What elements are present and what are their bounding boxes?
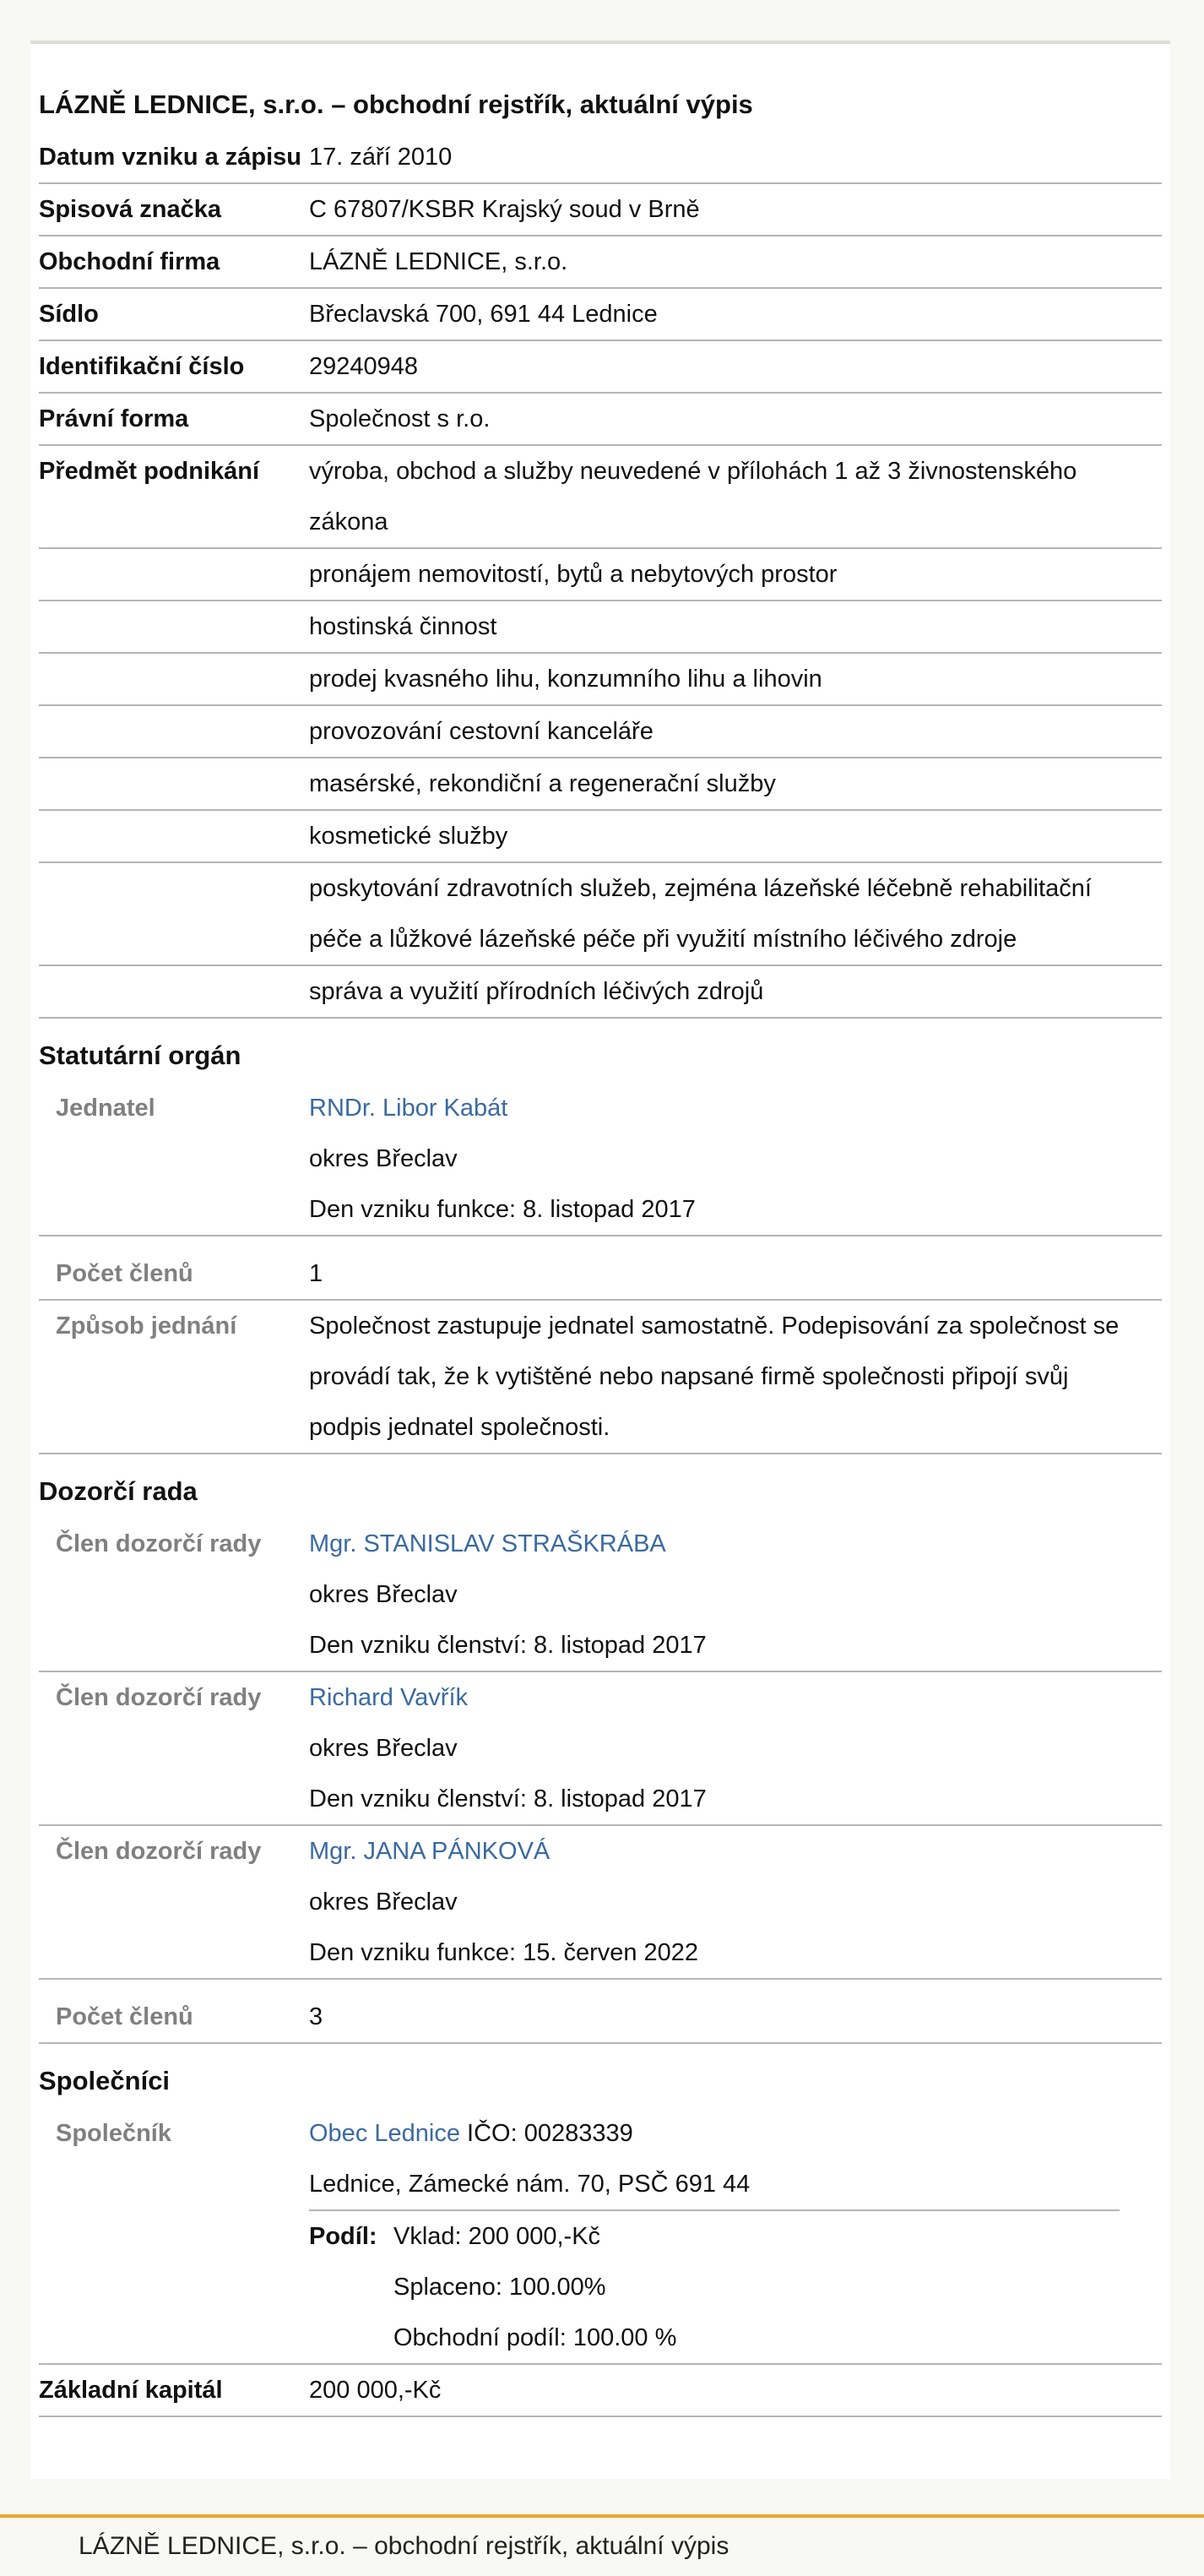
share-splaceno: Splaceno: 100.00% [393,2274,606,2301]
row-value [309,1519,1162,1671]
row-value: masérské, rekondiční a regenerační služby [309,770,776,797]
row-value: výroba, obchod a služby neuvedené v přílohách 1 až 3 živnostenského zákona [309,458,1077,535]
person-link[interactable]: Mgr. STANISLAV STRAŠKRÁBA [309,1530,666,1557]
row-value: 200 000,-Kč [309,2377,442,2404]
spolecnik-link[interactable]: Obec Lednice [309,2120,460,2147]
row-predmet-item [39,863,1162,966]
row-obchodni-firma [39,236,1162,289]
row-value: prodej kvasného lihu, konzumního lihu a lihovin [309,666,822,693]
register-extract-card [30,41,1170,2479]
row-value: 29240948 [309,353,419,380]
section-heading-spolecnici: Společníci [39,2066,171,2095]
person-okres: okres Břeclav [309,1145,458,1172]
row-zpusob-jednani [39,1301,1162,1454]
row-value: LÁZNĚ LEDNICE, s.r.o. [309,248,568,275]
row-label-empty [39,966,309,1017]
share-obchodni-podil: Obchodní podíl: 100.00 % [393,2324,677,2351]
row-value: pronájem nemovitostí, bytů a nebytových prostor [309,561,838,588]
row-label: Předmět podnikání [39,458,260,485]
share-label: Podíl: [309,2223,377,2250]
row-value: hostinská činnost [309,613,497,640]
row-predmet-item [39,706,1162,758]
row-label: Identifikační číslo [39,353,245,380]
register-extract-content [30,44,1162,2417]
row-label: Člen dozorčí rady [56,1838,262,1865]
row-value: kosmetické služby [309,823,508,850]
row-label: Společník [56,2120,171,2147]
row-predmet-item [39,549,1162,601]
share-vklad: Vklad: 200 000,-Kč [393,2223,601,2250]
row-label: Počet členů [56,1260,193,1287]
row-label-empty [39,758,309,809]
row-ico [39,341,1162,394]
row-label: Sídlo [39,301,99,328]
row-value: správa a využití přírodních léčivých zdrojů [309,978,764,1005]
row-spolecnik [39,2108,1162,2365]
row-predmet-item [39,758,1162,811]
section-heading-statutarni: Statutární orgán [39,1041,241,1070]
row-label: Obchodní firma [39,248,220,275]
row-value [309,1083,1162,1235]
person-okres: okres Břeclav [309,1889,458,1916]
row-clen-dozorci-rady [39,1826,1162,1980]
row-pocet-clenu [39,1236,1162,1301]
row-label: Spisová značka [39,196,221,223]
row-pravni-forma [39,394,1162,446]
row-label-empty [39,549,309,600]
row-value [309,2108,1162,2363]
row-label-empty [39,601,309,652]
row-label: Jednatel [56,1095,155,1122]
row-clen-dozorci-rady [39,1672,1162,1826]
page-footer [0,2514,1204,2576]
row-label-empty [39,811,309,861]
row-pocet-clenu [39,1980,1162,2044]
row-value [309,1672,1162,1824]
person-since: Den vzniku členství: 8. listopad 2017 [309,1632,707,1659]
row-label: Člen dozorčí rady [56,1530,262,1557]
row-predmet-item [39,966,1162,1019]
row-value: poskytování zdravotních služeb, zejména lázeňské léčebně rehabilitační péče a lůžkové lázeňské péče při využití místního léčivého zdroje [309,875,1092,953]
row-label: Datum vzniku a zápisu [39,144,302,171]
row-value: provozování cestovní kanceláře [309,718,654,745]
row-label: Počet členů [56,2003,193,2030]
row-label: Způsob jednání [56,1312,237,1340]
person-okres: okres Břeclav [309,1735,458,1762]
person-since: Den vzniku funkce: 8. listopad 2017 [309,1196,696,1223]
row-value: Společnost s r.o. [309,405,491,432]
row-sidlo [39,289,1162,341]
row-predmet-item [39,601,1162,654]
row-value: Břeclavská 700, 691 44 Lednice [309,301,658,328]
person-okres: okres Břeclav [309,1581,458,1608]
row-spisova-znacka [39,184,1162,236]
row-zakladni-kapital [39,2365,1162,2417]
row-value: Společnost zastupuje jednatel samostatně. Podepisování za společnost se provádí tak, že k vytištěné nebo napsané firmě společnosti připojí svůj podpis jednatel společnosti. [309,1312,1120,1441]
spolecnik-address: Lednice, Zámecké nám. 70, PSČ 691 44 [309,2171,751,2198]
row-predmet-item [39,811,1162,863]
row-value: 17. září 2010 [309,144,453,171]
row-datum-vzniku [39,132,1162,184]
spolecnik-ico: IČO: 00283339 [459,2120,633,2147]
row-clen-dozorci-rady [39,1519,1162,1672]
row-value: 1 [309,1260,323,1287]
row-label: Základní kapitál [39,2377,223,2404]
row-predmet-item [39,654,1162,706]
footer-title: LÁZNĚ LEDNICE, s.r.o. – obchodní rejstřík, aktuální výpis [79,2532,729,2560]
row-value: 3 [309,2003,323,2030]
page-title: LÁZNĚ LEDNICE, s.r.o. – obchodní rejstřík, aktuální výpis [39,90,753,119]
person-link[interactable]: RNDr. Libor Kabát [309,1095,508,1122]
row-jednatel [39,1083,1162,1236]
row-label-empty [39,654,309,704]
row-value [309,1826,1162,1978]
row-label-empty [39,706,309,757]
person-link[interactable]: Richard Vavřík [309,1684,469,1711]
row-label-empty [39,863,309,965]
person-since: Den vzniku členství: 8. listopad 2017 [309,1785,707,1812]
person-link[interactable]: Mgr. JANA PÁNKOVÁ [309,1838,550,1865]
row-value: C 67807/KSBR Krajský soud v Brně [309,196,700,223]
row-predmet-podnikani [39,446,1162,549]
share-block [309,2209,1120,2363]
row-label: Člen dozorčí rady [56,1684,262,1711]
section-heading-dozorci: Dozorčí rada [39,1476,198,1506]
row-label: Právní forma [39,405,189,432]
share-values [393,2211,1120,2363]
person-since: Den vzniku funkce: 15. červen 2022 [309,1939,699,1966]
